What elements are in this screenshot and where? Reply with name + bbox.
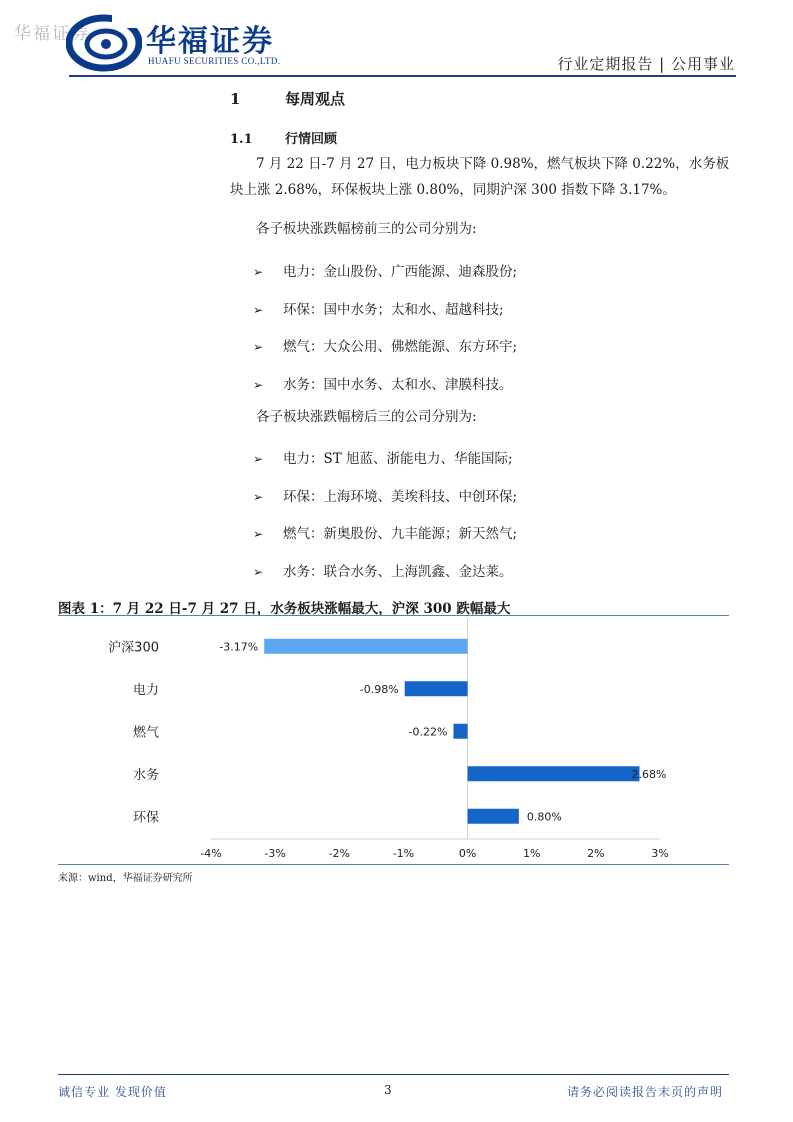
company-logo <box>66 14 296 72</box>
footer-divider <box>58 1074 729 1075</box>
list-item: ➢ 水务：联合水务、上海凯鑫、金达莱。 <box>253 564 513 580</box>
list-item: ➢ 环保：国中水务；太和水、超越科技; <box>253 302 504 318</box>
report-category: 行业定期报告 | 公用事业 <box>557 55 735 73</box>
list-item: ➢ 燃气：大众公用、佛燃能源、东方环宇; <box>253 339 518 355</box>
bullet-arrow-icon: ➢ <box>253 378 264 392</box>
figure-source: 来源：wind，华福证券研究所 <box>58 873 193 884</box>
x-tick-label: -4% <box>200 847 222 860</box>
data-label: -0.22% <box>408 725 448 739</box>
logo-english-name: HUAFU SECURITIES CO.,LTD. <box>148 56 281 66</box>
list-item: ➢ 电力：金山股份、广西能源、迪森股份; <box>253 264 518 280</box>
data-label: 2.68% <box>631 767 667 781</box>
x-tick-label: 1% <box>522 847 541 860</box>
section-title: 每周观点 <box>285 90 346 108</box>
figure-top-rule <box>58 615 729 616</box>
x-tick-label: 0% <box>458 847 477 860</box>
logo-chinese-name: 华福证券 <box>146 24 274 59</box>
data-label: 0.80% <box>526 810 562 824</box>
footer-slogan: 诚信专业 发现价值 <box>58 1085 167 1099</box>
x-tick-label: -1% <box>392 847 415 860</box>
bar <box>468 766 640 781</box>
watermark-text: 华福证券 <box>14 24 90 44</box>
section-heading-1 <box>230 88 345 109</box>
data-label: -3.17% <box>219 640 259 654</box>
list-item: ➢ 电力：ST 旭蓝、浙能电力、华能国际; <box>253 451 513 467</box>
bar-chart <box>58 618 730 864</box>
bar <box>264 639 467 654</box>
figure-title: 图表 1：7 月 22 日-7 月 27 日，水务板块涨幅最大，沪深 300 跌幅最大 <box>58 601 511 617</box>
bottom-three-intro: 各子板块涨跌幅榜后三的公司分别为: <box>256 409 477 425</box>
section-heading-1-1 <box>230 128 337 147</box>
figure-bottom-rule <box>58 864 729 865</box>
list-item: ➢ 燃气：新奥股份、九丰能源；新天然气; <box>253 526 518 542</box>
top-three-intro: 各子板块涨跌幅榜前三的公司分别为: <box>256 221 477 237</box>
bullet-arrow-icon: ➢ <box>253 565 264 579</box>
category-label: 环保 <box>132 810 159 826</box>
list-item: ➢ 水务：国中水务、太和水、津膜科技。 <box>253 377 513 393</box>
section-number: 1 <box>230 90 241 108</box>
subsection-title: 行情回顾 <box>285 132 338 147</box>
x-tick-label: 3% <box>651 847 669 860</box>
category-label: 水务 <box>132 767 159 783</box>
header-divider <box>69 75 736 77</box>
bullet-arrow-icon: ➢ <box>253 340 264 354</box>
bullet-arrow-icon: ➢ <box>253 527 264 541</box>
x-tick-label: 2% <box>587 847 605 860</box>
bullet-arrow-icon: ➢ <box>253 303 264 317</box>
x-tick-label: -2% <box>328 847 350 860</box>
category-label: 沪深300 <box>108 640 159 656</box>
footer-disclaimer: 请务必阅读报告末页的声明 <box>566 1085 723 1099</box>
bar <box>453 724 467 739</box>
data-label: -0.98% <box>359 682 399 696</box>
bullet-arrow-icon: ➢ <box>253 490 264 504</box>
category-label: 燃气 <box>132 725 159 741</box>
category-label: 电力 <box>132 682 159 698</box>
bar <box>468 809 519 824</box>
bar <box>405 681 468 696</box>
page-number: 3 <box>384 1083 392 1097</box>
subsection-number: 1.1 <box>230 132 253 147</box>
list-item: ➢ 环保：上海环境、美埃科技、中创环保; <box>253 489 518 505</box>
bullet-arrow-icon: ➢ <box>253 265 264 279</box>
market-review-paragraph: 7 月 22 日-7 月 27 日，电力板块下降 0.98%，燃气板块下降 0.22%，水务板块上涨 2.68%，环保板块上涨 0.80%，同期沪深 300 指数下降 3.17%。 <box>230 156 730 198</box>
logo-swirl-icon <box>66 14 142 72</box>
x-tick-label: -3% <box>264 847 286 860</box>
bullet-arrow-icon: ➢ <box>253 452 264 466</box>
